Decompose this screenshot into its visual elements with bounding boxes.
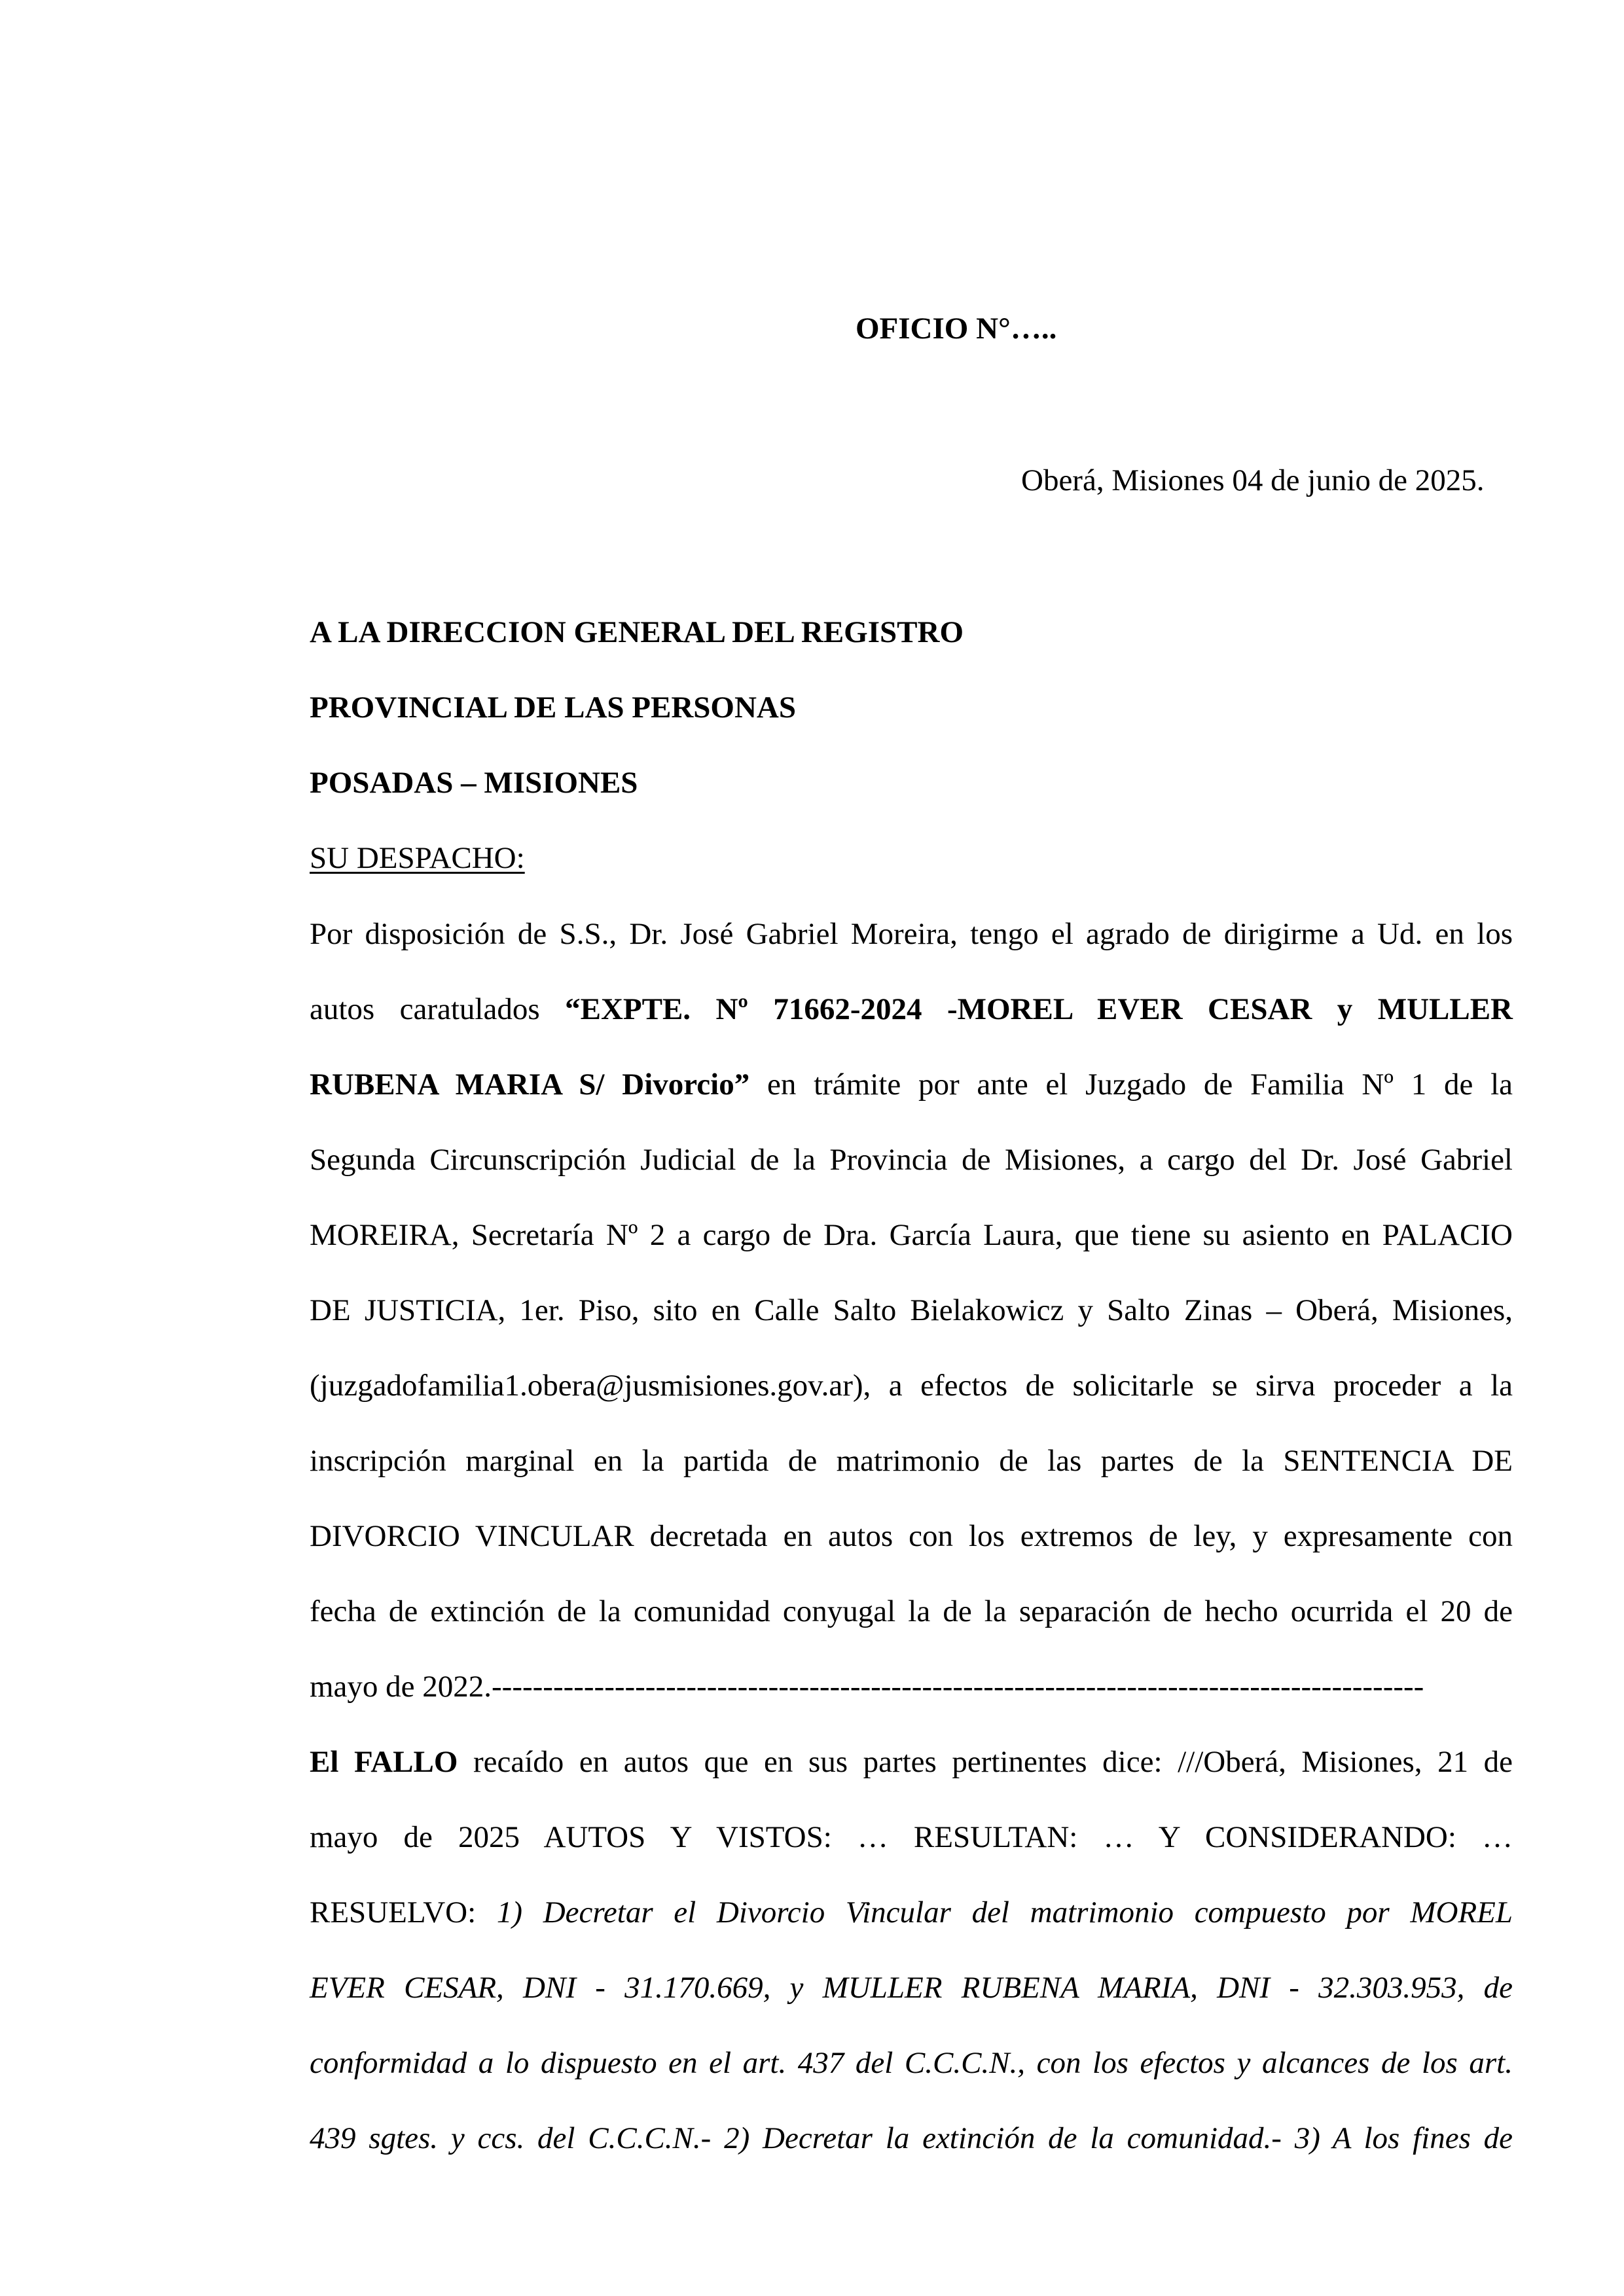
body-line-13: mayo de 2025 AUTOS Y VISTOS: … RESULTAN: … Y CONSIDERANDO: …	[310, 1820, 1513, 1854]
body-line-10: fecha de extinción de la comunidad conyugal la de la separación de hecho ocurrida el 20 de	[310, 1594, 1513, 1628]
body-line-11: mayo de 2022.-------------------------------------------------------------------------------------------	[310, 1670, 1424, 1704]
resuelvo-label: RESUELVO:	[310, 1895, 497, 1929]
body-line-4: Segunda Circunscripción Judicial de la Provincia de Misiones, a cargo del Dr. José Gabriel	[310, 1143, 1513, 1177]
resolution-text-1: 1) Decretar el Divorcio Vincular del matrimonio compuesto por MOREL	[496, 1895, 1513, 1929]
addressee-line-3: POSADAS – MISIONES	[310, 766, 638, 800]
body-line-2-text: autos caratulados	[310, 992, 566, 1026]
body-line-16: conformidad a lo dispuesto en el art. 437 del C.C.C.N., con los efectos y alcances de los art.	[310, 2046, 1513, 2080]
body-line-12-text: recaído en autos que en sus partes pertinentes dice: ///Oberá, Misiones, 21 de	[458, 1745, 1513, 1779]
body-line-8: inscripción marginal en la partida de matrimonio de las partes de la SENTENCIA DE	[310, 1444, 1513, 1478]
body-line-14	[310, 1894, 1513, 1931]
body-line-3-text: en trámite por ante el Juzgado de Familia Nº 1 de la	[749, 1067, 1513, 1102]
body-line-9: DIVORCIO VINCULAR decretada en autos con los extremos de ley, y expresamente con	[310, 1519, 1513, 1553]
su-despacho: SU DESPACHO:	[310, 841, 525, 875]
date-line: Oberá, Misiones 04 de junio de 2025.	[1021, 463, 1485, 497]
case-title-part-2: RUBENA MARIA S/ Divorcio”	[310, 1067, 750, 1102]
body-line-6: DE JUSTICIA, 1er. Piso, sito en Calle Salto Bielakowicz y Salto Zinas – Oberá, Misiones,	[310, 1293, 1513, 1327]
body-line-3	[310, 1066, 1513, 1103]
case-title-part-1: “EXPTE. Nº 71662-2024 -MOREL EVER CESAR y MULLER	[565, 992, 1513, 1026]
body-line-7: (juzgadofamilia1.obera@jusmisiones.gov.ar), a efectos de solicitarle se sirva proceder a la	[310, 1369, 1513, 1403]
body-line-2	[310, 991, 1513, 1028]
body-line-15: EVER CESAR, DNI - 31.170.669, y MULLER RUBENA MARIA, DNI - 32.303.953, de	[310, 1971, 1513, 2005]
body-line-12	[310, 1744, 1513, 1780]
addressee-line-2: PROVINCIAL DE LAS PERSONAS	[310, 691, 797, 725]
fallo-label: El FALLO	[310, 1745, 458, 1779]
addressee-line-1: A LA DIRECCION GENERAL DEL REGISTRO	[310, 615, 964, 649]
oficio-number: OFICIO N°…..	[856, 312, 1057, 346]
body-line-17: 439 sgtes. y ccs. del C.C.C.N.- 2) Decretar la extinción de la comunidad.- 3) A los fines de	[310, 2121, 1513, 2155]
body-line-1: Por disposición de S.S., Dr. José Gabriel Moreira, tengo el agrado de dirigirme a Ud. en los	[310, 917, 1513, 951]
body-line-5: MOREIRA, Secretaría Nº 2 a cargo de Dra. García Laura, que tiene su asiento en PALACIO	[310, 1218, 1513, 1252]
